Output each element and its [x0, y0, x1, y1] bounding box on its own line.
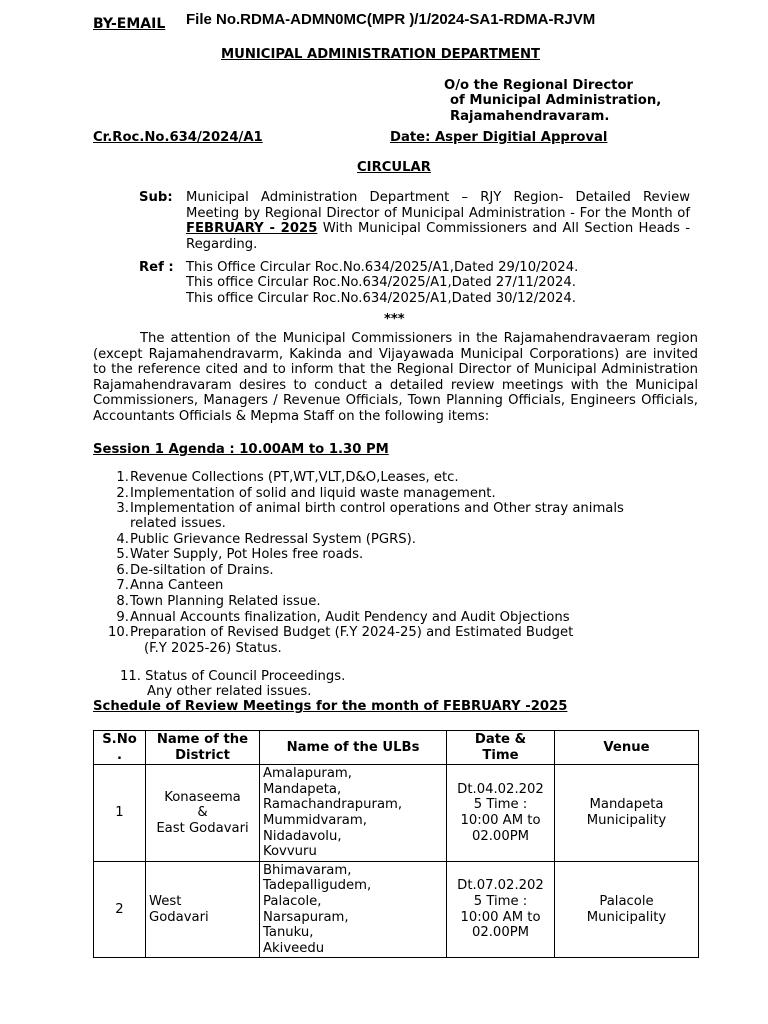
schedule-table [93, 730, 699, 958]
col-header-venue: Venue [555, 731, 699, 765]
session-heading: Session 1 Agenda : 10.00AM to 1.30 PM [93, 442, 389, 457]
subject-label: Sub: [139, 190, 173, 205]
by-email-label: BY-EMAIL [93, 16, 166, 32]
file-number: File No.RDMA-ADMN0MC(MPR )/1/2024-SA1-RDMA-RJVM [186, 11, 596, 28]
department-title: MUNICIPAL ADMINISTRATION DEPARTMENT [221, 47, 541, 62]
table-row [94, 861, 699, 958]
agenda-item-11: 11. Status of Council Proceedings. [120, 669, 346, 684]
separator-stars: *** [384, 312, 405, 327]
reference-line: This office Circular Roc.No.634/2025/A1,Dated 27/11/2024. [186, 275, 576, 290]
cell-datetime: Dt.04.02.202 5 Time : 10:00 AM to 02.00PM [447, 765, 555, 862]
cell-venue: Mandapeta Municipality [555, 765, 699, 862]
cell-ulbs: Bhimavaram, Tadepalligudem, Palacole, Narsapuram, Tanuku, Akiveedu [260, 861, 447, 958]
office-line-1: O/o the Regional Director [444, 78, 634, 93]
col-header-sno: S.No . [94, 731, 146, 765]
circular-date: Date: Asper Digitial Approval [390, 130, 608, 145]
cell-ulbs: Amalapuram, Mandapeta, Ramachandrapuram, Mummidvaram, Nidadavolu, Kovvuru [260, 765, 447, 862]
office-line-3: Rajamahendravaram. [450, 109, 610, 124]
circular-title: CIRCULAR [357, 160, 431, 175]
table-row [94, 765, 699, 862]
subject-part-1: Municipal Administration Department – RJY Region- Detailed Review Meeting by Regional Director of Municipal Administration - For the Month of [186, 190, 690, 221]
reference-label: Ref : [139, 260, 174, 275]
cell-datetime: Dt.07.02.202 5 Time : 10:00 AM to 02.00PM [447, 861, 555, 958]
col-header-district: Name of the District [146, 731, 260, 765]
cell-sno: 1 [94, 765, 146, 862]
subject-text [186, 190, 690, 252]
subject-month: FEBRUARY - 2025 [186, 221, 318, 237]
reference-line: This office Circular Roc.No.634/2025/A1,Dated 30/12/2024. [186, 291, 576, 306]
agenda-other-issues: Any other related issues. [147, 684, 312, 699]
cell-venue: Palacole Municipality [555, 861, 699, 958]
body-paragraph: The attention of the Municipal Commissioners in the Rajamahendravaeram region (except Rajamahendravarm, Kakinda and Vijayawada Municipal Corporations) are invited to the reference cited and to inform that the Regional Director of Municipal Administration Rajamahendravaram desires to conduct a detailed review meetings with the Municipal Commissioners, Managers / Revenue Officials, Town Planning Officials, Engineers Officials, Accountants Officials & Mepma Staff on the following items: [93, 331, 698, 424]
cell-district: West Godavari [146, 861, 260, 958]
schedule-heading: Schedule of Review Meetings for the month of FEBRUARY -2025 [93, 699, 568, 714]
cell-district: Konaseema & East Godavari [146, 765, 260, 862]
office-line-2: of Municipal Administration, [450, 93, 662, 108]
table-header-row [94, 731, 699, 765]
reference-line: This Office Circular Roc.No.634/2025/A1,Dated 29/10/2024. [186, 260, 579, 275]
roc-number: Cr.Roc.No.634/2024/A1 [93, 130, 263, 145]
col-header-datetime: Date & Time [447, 731, 555, 765]
cell-sno: 2 [94, 861, 146, 958]
subject-part-2: With Municipal Commissioners and All Section Heads - Regarding. [186, 221, 691, 252]
col-header-ulbs: Name of the ULBs [260, 731, 447, 765]
